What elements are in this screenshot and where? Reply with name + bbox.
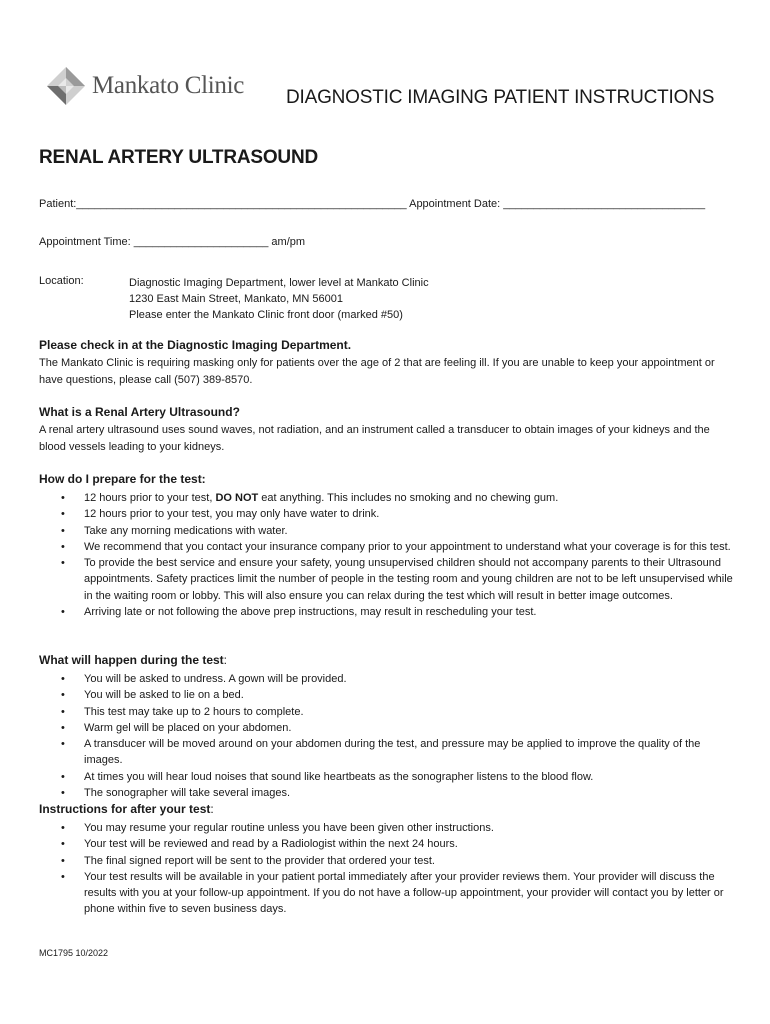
location-line: 1230 East Main Street, Mankato, MN 56001 [129,293,344,305]
after-list [39,820,739,918]
clinic-diamond-logo-icon [46,66,86,106]
document-heading: DIAGNOSTIC IMAGING PATIENT INSTRUCTIONS [286,87,715,108]
clinic-logo [46,66,244,106]
list-item: • You will be asked to undress. A gown will be provided. [39,671,739,687]
prepare-list [39,490,739,620]
checkin-text: The Mankato Clinic is requiring masking only for patients over the age of 2 that are feeling ill. If you are unable to keep your appointment or have questions, please call (507) 389-8570. [39,357,715,386]
list-item: • A transducer will be moved around on your abdomen during the test, and pressure may be applied to improve the quality of the images. [39,736,739,769]
document-title: RENAL ARTERY ULTRASOUND [39,147,318,168]
list-item: • Arriving late or not following the above prep instructions, may result in rescheduling your test. [39,604,739,620]
list-item: • Warm gel will be placed on your abdomen. [39,720,739,736]
location-label: Location: [39,275,84,287]
list-item: • You may resume your regular routine unless you have been given other instructions. [39,820,739,836]
list-item: • Take any morning medications with water. [39,523,739,539]
list-item: • At times you will hear loud noises that sound like heartbeats as the sonographer listens to the blood flow. [39,769,739,785]
during-heading: What will happen during the test: [39,653,228,667]
list-item: • To provide the best service and ensure your safety, young unsupervised children should not accompany parents to their Ultrasound appointments. Safety practices limit the number of people in the testing room and young children are not to be left unsupervised while in the waiting room or lobby. This will also ensure you can relax during the test which will result in better image outcomes. [39,555,739,604]
what-is-text: A renal artery ultrasound uses sound waves, not radiation, and an instrument called a transducer to obtain images of your kidneys and the blood vessels leading to your kidneys. [39,424,710,453]
checkin-heading: Please check in at the Diagnostic Imaging Department. [39,338,352,352]
list-item: • Your test results will be available in your patient portal immediately after your provider reviews them. Your provider will discuss the results with you at your follow-up appointment. If you do not have a follow-up appointment, your provider will contact you by letter or phone within five to seven business days. [39,869,739,918]
form-code-footer: MC1795 10/2022 [39,948,109,958]
during-list [39,671,739,801]
list-item: • Your test will be reviewed and read by a Radiologist within the next 24 hours. [39,836,739,852]
clinic-logo-text: Mankato Clinic [92,72,245,99]
location-address [129,275,429,323]
after-heading: Instructions for after your test: [39,802,214,816]
prepare-heading: How do I prepare for the test: [39,472,206,486]
list-item: • The sonographer will take several images. [39,785,739,801]
list-item: • This test may take up to 2 hours to complete. [39,704,739,720]
list-item: • We recommend that you contact your insurance company prior to your appointment to understand what your coverage is for this test. [39,539,739,555]
location-line: Please enter the Mankato Clinic front door (marked #50) [129,309,403,321]
list-item: • You will be asked to lie on a bed. [39,687,739,703]
patient-appointment-date-field: Patient:______________________________________________________ Appointment Date: _________________________________ [39,198,706,210]
location-line: Diagnostic Imaging Department, lower level at Mankato Clinic [129,277,429,289]
what-is-heading: What is a Renal Artery Ultrasound? [39,405,240,419]
list-item: • 12 hours prior to your test, DO NOT eat anything. This includes no smoking and no chewing gum. [39,490,739,506]
list-item: • The final signed report will be sent to the provider that ordered your test. [39,853,739,869]
appointment-time-field: Appointment Time: ______________________ am/pm [39,236,306,248]
list-item: • 12 hours prior to your test, you may only have water to drink. [39,506,739,522]
